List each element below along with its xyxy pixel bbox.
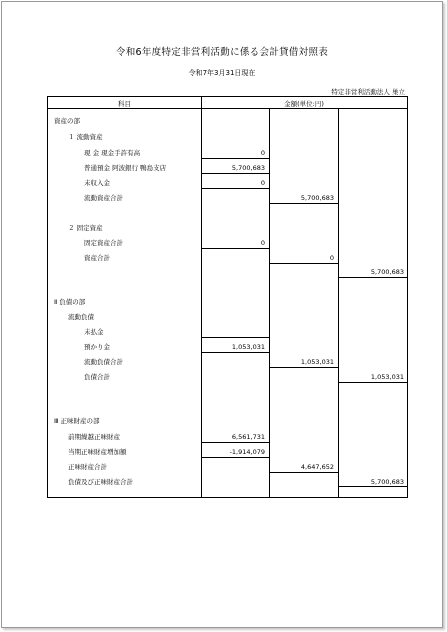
row-label: 前期繰越正味財産: [68, 433, 120, 441]
underline: [338, 486, 408, 487]
amount-cell: 1,053,031: [300, 358, 334, 366]
document-page: [1, 1, 443, 628]
row-label: 当期正味財産増加額: [68, 448, 127, 456]
row-label: 未払金: [84, 328, 104, 336]
row-label: Ⅱ 負債の部: [54, 298, 86, 306]
row-label: 資産の部: [54, 117, 80, 125]
row-label: 負債及び正味財産合計: [68, 478, 133, 486]
table-header: [48, 97, 407, 109]
amount-cell: 5,700,683: [370, 268, 404, 276]
underline: [201, 158, 269, 159]
underline: [338, 277, 408, 278]
underline: [201, 337, 269, 338]
balance-sheet-table: [47, 96, 408, 498]
row-label: 負債合計: [84, 373, 110, 381]
row-label: 現 金 現金手許有高: [84, 149, 141, 157]
row-label: 普通預金 阿波銀行 鴨島支店: [84, 164, 167, 172]
row-label: Ⅲ 正味財産の部: [54, 417, 100, 425]
amount-cell: 5,700,683: [231, 164, 265, 172]
document-date: 令和7年3月31日現在: [188, 69, 256, 77]
row-label: 流動資産合計: [84, 194, 123, 202]
underline: [338, 382, 408, 383]
row-label: 固定資産合計: [84, 239, 123, 247]
document-title: 令和6年度特定非営利活動に係る会計貸借対照表: [115, 47, 329, 58]
row-label: 正味財産合計: [68, 463, 107, 471]
row-label: 未収入金: [84, 179, 110, 187]
amount-cell: 5,700,683: [370, 478, 404, 486]
underline: [201, 457, 269, 458]
amount-cell: 5,700,683: [300, 194, 334, 202]
organization-name: 特定非営利活動法人 巣立: [331, 88, 405, 96]
amount-cell: -1,914,079: [229, 448, 265, 456]
underline: [201, 173, 269, 174]
header-amount: 金額(単位:円): [284, 100, 324, 108]
amount-cell: 1,053,031: [370, 373, 404, 381]
underline: [269, 263, 338, 264]
underline: [201, 352, 269, 353]
header-item: 科目: [118, 100, 131, 108]
row-label: 資産合計: [84, 254, 110, 262]
underline: [269, 472, 338, 473]
amount-cell: 0: [329, 254, 334, 262]
underline: [201, 188, 269, 189]
column-divider: [269, 109, 270, 497]
column-divider: [338, 109, 339, 497]
row-label: 流動負債合計: [84, 358, 123, 366]
amount-cell: 0: [260, 239, 265, 247]
underline: [201, 248, 269, 249]
underline: [269, 203, 338, 204]
amount-cell: 6,561,731: [231, 433, 265, 441]
row-label: 流動負債: [68, 313, 94, 321]
underline: [269, 367, 338, 368]
amount-cell: 1,053,031: [231, 343, 265, 351]
underline: [201, 442, 269, 443]
amount-cell: 4,647,652: [300, 463, 334, 471]
row-label: 預かり金: [84, 343, 110, 351]
row-label: １ 流動資産: [68, 133, 103, 141]
amount-cell: 0: [260, 179, 265, 187]
row-label: ２ 固定資産: [68, 224, 103, 232]
amount-cell: 0: [260, 149, 265, 157]
